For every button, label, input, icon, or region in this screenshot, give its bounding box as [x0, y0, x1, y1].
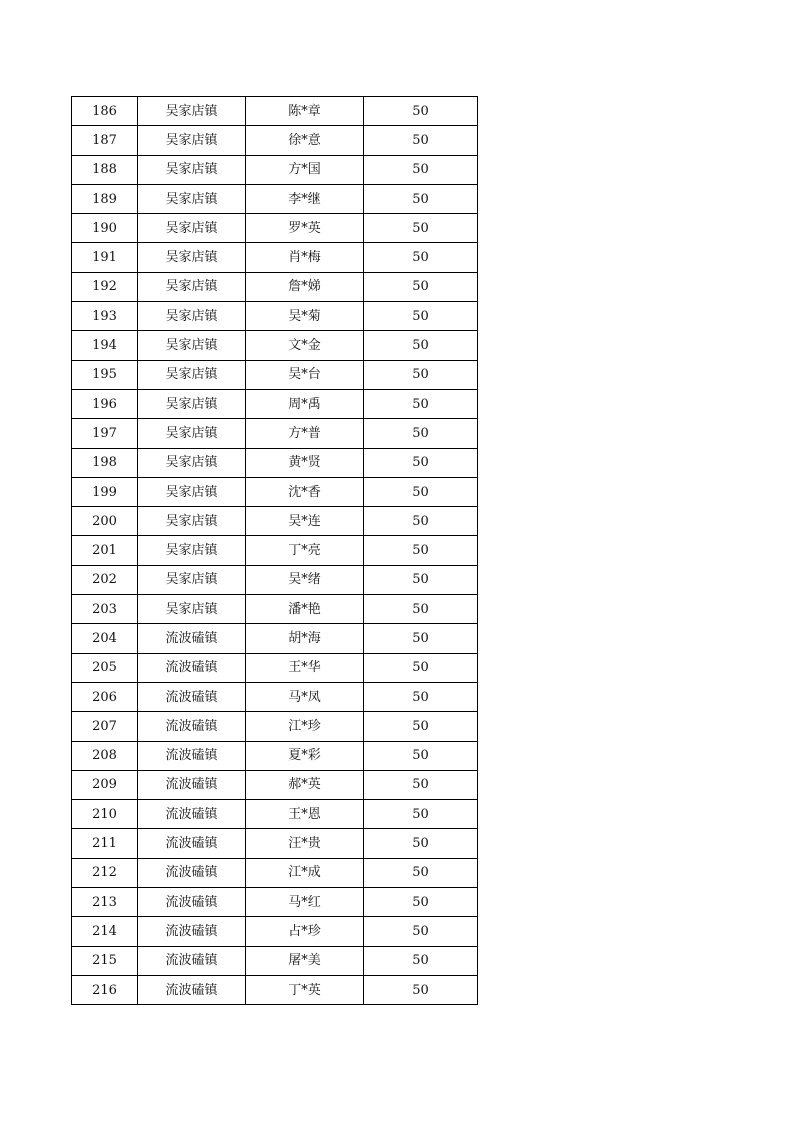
cell-amount: 50	[364, 302, 478, 331]
cell-no: 207	[72, 712, 138, 741]
cell-town: 吴家店镇	[138, 243, 246, 272]
cell-town: 吴家店镇	[138, 389, 246, 418]
cell-town: 吴家店镇	[138, 360, 246, 389]
cell-amount: 50	[364, 829, 478, 858]
cell-name: 潘*艳	[246, 595, 364, 624]
cell-name: 郝*英	[246, 770, 364, 799]
cell-name: 詹*娣	[246, 272, 364, 301]
cell-amount: 50	[364, 624, 478, 653]
table-row	[72, 770, 478, 799]
cell-town: 吴家店镇	[138, 302, 246, 331]
table-row	[72, 360, 478, 389]
table-row	[72, 975, 478, 1004]
cell-no: 192	[72, 272, 138, 301]
cell-amount: 50	[364, 360, 478, 389]
cell-name: 胡*海	[246, 624, 364, 653]
cell-town: 吴家店镇	[138, 595, 246, 624]
cell-amount: 50	[364, 858, 478, 887]
cell-town: 流波磕镇	[138, 624, 246, 653]
cell-no: 202	[72, 565, 138, 594]
cell-no: 198	[72, 448, 138, 477]
table-row	[72, 126, 478, 155]
table-row	[72, 858, 478, 887]
table-row	[72, 184, 478, 213]
cell-no: 200	[72, 507, 138, 536]
cell-town: 流波磕镇	[138, 800, 246, 829]
cell-no: 196	[72, 389, 138, 418]
cell-no: 194	[72, 331, 138, 360]
table-row	[72, 800, 478, 829]
cell-amount: 50	[364, 97, 478, 126]
cell-town: 吴家店镇	[138, 448, 246, 477]
table-row	[72, 477, 478, 506]
cell-town: 流波磕镇	[138, 770, 246, 799]
cell-town: 流波磕镇	[138, 712, 246, 741]
cell-amount: 50	[364, 741, 478, 770]
cell-amount: 50	[364, 331, 478, 360]
cell-amount: 50	[364, 565, 478, 594]
cell-no: 203	[72, 595, 138, 624]
table-row	[72, 888, 478, 917]
table-row	[72, 448, 478, 477]
cell-town: 流波磕镇	[138, 682, 246, 711]
cell-no: 188	[72, 155, 138, 184]
cell-amount: 50	[364, 595, 478, 624]
table-row	[72, 155, 478, 184]
cell-name: 马*红	[246, 888, 364, 917]
table-row	[72, 595, 478, 624]
cell-no: 195	[72, 360, 138, 389]
cell-amount: 50	[364, 536, 478, 565]
cell-town: 吴家店镇	[138, 565, 246, 594]
table-row	[72, 653, 478, 682]
cell-town: 流波磕镇	[138, 741, 246, 770]
cell-amount: 50	[364, 682, 478, 711]
table-row	[72, 507, 478, 536]
table-row	[72, 536, 478, 565]
cell-name: 马*凤	[246, 682, 364, 711]
table-row	[72, 565, 478, 594]
cell-amount: 50	[364, 419, 478, 448]
cell-amount: 50	[364, 389, 478, 418]
cell-name: 汪*贵	[246, 829, 364, 858]
cell-amount: 50	[364, 214, 478, 243]
cell-name: 王*华	[246, 653, 364, 682]
cell-no: 209	[72, 770, 138, 799]
cell-no: 210	[72, 800, 138, 829]
cell-no: 214	[72, 917, 138, 946]
cell-name: 吴*连	[246, 507, 364, 536]
cell-name: 王*恩	[246, 800, 364, 829]
table-row	[72, 331, 478, 360]
cell-amount: 50	[364, 243, 478, 272]
table-row	[72, 829, 478, 858]
cell-amount: 50	[364, 946, 478, 975]
cell-name: 文*金	[246, 331, 364, 360]
cell-no: 215	[72, 946, 138, 975]
table-row	[72, 272, 478, 301]
cell-name: 江*成	[246, 858, 364, 887]
cell-name: 丁*亮	[246, 536, 364, 565]
table-row	[72, 712, 478, 741]
cell-no: 197	[72, 419, 138, 448]
cell-no: 205	[72, 653, 138, 682]
cell-town: 流波磕镇	[138, 858, 246, 887]
cell-amount: 50	[364, 917, 478, 946]
cell-name: 陈*章	[246, 97, 364, 126]
cell-no: 191	[72, 243, 138, 272]
cell-no: 213	[72, 888, 138, 917]
cell-town: 流波磕镇	[138, 888, 246, 917]
cell-amount: 50	[364, 770, 478, 799]
cell-amount: 50	[364, 975, 478, 1004]
cell-town: 吴家店镇	[138, 507, 246, 536]
cell-no: 189	[72, 184, 138, 213]
cell-no: 201	[72, 536, 138, 565]
cell-no: 187	[72, 126, 138, 155]
table-row	[72, 243, 478, 272]
cell-amount: 50	[364, 507, 478, 536]
cell-town: 吴家店镇	[138, 214, 246, 243]
table-row	[72, 946, 478, 975]
cell-name: 徐*意	[246, 126, 364, 155]
table-row	[72, 917, 478, 946]
table-row	[72, 419, 478, 448]
cell-town: 吴家店镇	[138, 331, 246, 360]
cell-town: 吴家店镇	[138, 126, 246, 155]
cell-name: 江*珍	[246, 712, 364, 741]
cell-town: 吴家店镇	[138, 536, 246, 565]
cell-no: 211	[72, 829, 138, 858]
table-row	[72, 389, 478, 418]
cell-amount: 50	[364, 272, 478, 301]
cell-name: 屠*美	[246, 946, 364, 975]
cell-no: 216	[72, 975, 138, 1004]
cell-town: 吴家店镇	[138, 272, 246, 301]
cell-town: 流波磕镇	[138, 653, 246, 682]
cell-amount: 50	[364, 477, 478, 506]
cell-name: 肖*梅	[246, 243, 364, 272]
cell-town: 流波磕镇	[138, 975, 246, 1004]
cell-name: 方*国	[246, 155, 364, 184]
cell-amount: 50	[364, 448, 478, 477]
table-row	[72, 741, 478, 770]
cell-name: 占*珍	[246, 917, 364, 946]
cell-name: 李*继	[246, 184, 364, 213]
cell-town: 吴家店镇	[138, 155, 246, 184]
cell-no: 190	[72, 214, 138, 243]
data-table	[71, 96, 478, 1005]
cell-name: 吴*台	[246, 360, 364, 389]
cell-no: 204	[72, 624, 138, 653]
cell-name: 沈*香	[246, 477, 364, 506]
cell-no: 193	[72, 302, 138, 331]
cell-no: 208	[72, 741, 138, 770]
cell-town: 流波磕镇	[138, 946, 246, 975]
table-row	[72, 682, 478, 711]
cell-name: 方*普	[246, 419, 364, 448]
cell-amount: 50	[364, 888, 478, 917]
cell-town: 吴家店镇	[138, 97, 246, 126]
cell-town: 吴家店镇	[138, 419, 246, 448]
cell-name: 吴*菊	[246, 302, 364, 331]
cell-town: 吴家店镇	[138, 184, 246, 213]
cell-amount: 50	[364, 800, 478, 829]
cell-name: 吴*绪	[246, 565, 364, 594]
cell-no: 212	[72, 858, 138, 887]
cell-amount: 50	[364, 126, 478, 155]
cell-amount: 50	[364, 712, 478, 741]
cell-no: 186	[72, 97, 138, 126]
table-row	[72, 624, 478, 653]
cell-no: 199	[72, 477, 138, 506]
cell-amount: 50	[364, 653, 478, 682]
cell-amount: 50	[364, 184, 478, 213]
cell-no: 206	[72, 682, 138, 711]
cell-name: 夏*彩	[246, 741, 364, 770]
cell-name: 周*禹	[246, 389, 364, 418]
cell-town: 流波磕镇	[138, 829, 246, 858]
table-row	[72, 214, 478, 243]
cell-town: 流波磕镇	[138, 917, 246, 946]
table-body	[72, 97, 478, 1005]
table-row	[72, 302, 478, 331]
cell-amount: 50	[364, 155, 478, 184]
table-row	[72, 97, 478, 126]
cell-name: 罗*英	[246, 214, 364, 243]
cell-name: 丁*英	[246, 975, 364, 1004]
cell-town: 吴家店镇	[138, 477, 246, 506]
cell-name: 黄*贤	[246, 448, 364, 477]
